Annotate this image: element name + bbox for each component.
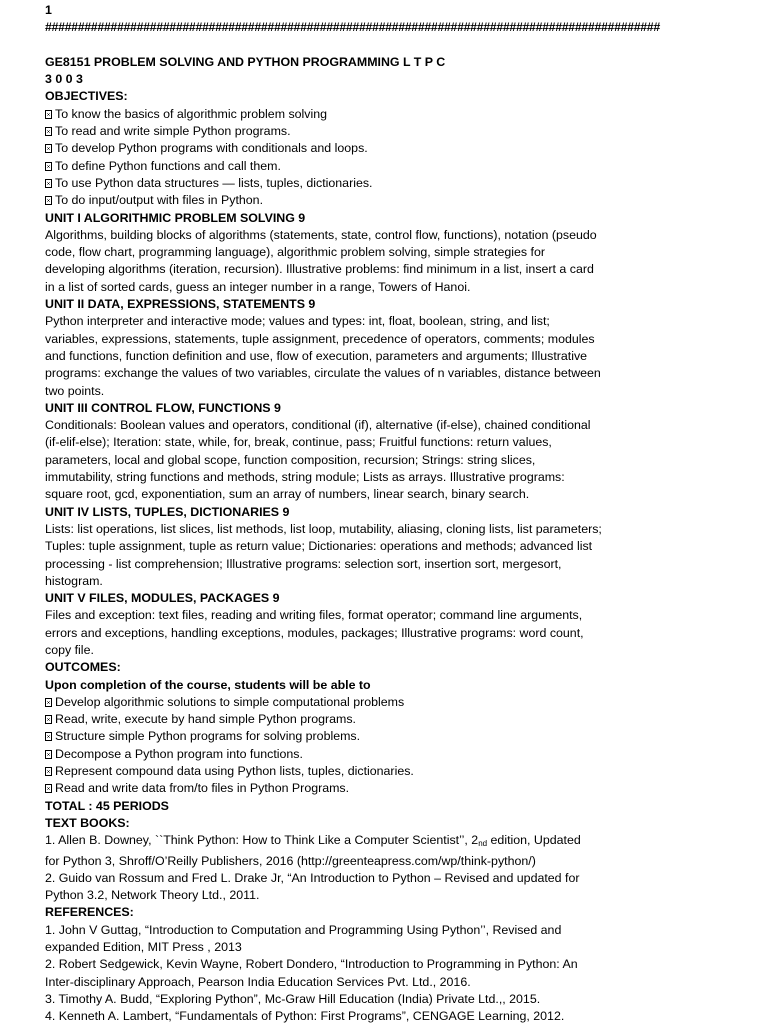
reference-line: 1. John V Guttag, “Introduction to Computation and Programming Using Python’’, Revised and	[45, 922, 562, 937]
reference-line: expanded Edition, MIT Press , 2013	[45, 940, 242, 955]
blank-line	[45, 37, 685, 54]
unit-text-line: programs: exchange the values of two variables, circulate the values of n variables, distance between	[45, 366, 601, 381]
objectives-heading: OBJECTIVES:	[45, 89, 128, 104]
unit-text-line: (if-elif-else); Iteration: state, while, for, break, continue, pass; Fruitful functions: return values,	[45, 435, 552, 450]
objective-item: To define Python functions and call them.	[45, 158, 685, 175]
reference-line: 4. Kenneth A. Lambert, “Fundamentals of Python: First Programs”, CENGAGE Learning, 2012.	[45, 1009, 565, 1024]
unit-text-line: Conditionals: Boolean values and operators, conditional (if), alternative (if-else), chained conditional	[45, 418, 591, 433]
bullet-icon	[45, 144, 52, 153]
unit-text-line: two points.	[45, 383, 105, 398]
outcomes-heading: OUTCOMES:	[45, 660, 121, 675]
page-number: 1	[45, 3, 52, 17]
bullet-icon	[45, 715, 52, 724]
unit-text-line: immutability, string functions and methods, string module; Lists as arrays. Illustrative programs:	[45, 470, 565, 485]
objective-item: To use Python data structures — lists, tuples, dictionaries.	[45, 175, 685, 192]
text-books-heading: TEXT BOOKS:	[45, 815, 130, 830]
outcome-item: Decompose a Python program into functions.	[45, 746, 685, 763]
bullet-icon	[45, 767, 52, 776]
total-periods: TOTAL : 45 PERIODS	[45, 798, 169, 813]
unit-heading: UNIT III CONTROL FLOW, FUNCTIONS 9	[45, 400, 281, 415]
unit-text-line: code, flow chart, programming language), algorithmic problem solving, simple strategies for	[45, 245, 545, 260]
unit-text-line: developing algorithms (iteration, recursion). Illustrative problems: find minimum in a list, insert a card	[45, 262, 594, 277]
bullet-icon	[45, 732, 52, 741]
unit-heading: UNIT IV LISTS, TUPLES, DICTIONARIES 9	[45, 504, 290, 519]
outcome-item: Represent compound data using Python lists, tuples, dictionaries.	[45, 763, 685, 780]
objective-item: To develop Python programs with conditionals and loops.	[45, 140, 685, 157]
outcome-item: Develop algorithmic solutions to simple computational problems	[45, 694, 685, 711]
text-book-line: Python 3.2, Network Theory Ltd., 2011.	[45, 888, 260, 903]
unit-text-line: Tuples: tuple assignment, tuple as return value; Dictionaries: operations and methods; advanced list	[45, 539, 593, 554]
objective-item: To read and write simple Python programs.	[45, 123, 685, 140]
unit-text-line: Algorithms, building blocks of algorithms (statements, state, control flow, functions), notation (pseudo	[45, 227, 597, 242]
unit-text-line: variables, expressions, statements, tuple assignment, precedence of operators, comments; modules	[45, 331, 595, 346]
reference-line: 2. Robert Sedgewick, Kevin Wayne, Robert Dondero, “Introduction to Programming in Python: An	[45, 957, 578, 972]
unit-text-line: Lists: list operations, list slices, list methods, list loop, mutability, aliasing, cloning lists, list parameters;	[45, 521, 602, 536]
reference-line: Inter-disciplinary Approach, Pearson India Education Services Pvt. Ltd., 2016.	[45, 974, 471, 989]
unit-text-line: Python interpreter and interactive mode; values and types: int, float, boolean, string, and list;	[45, 314, 550, 329]
course-credits: 3 0 0 3	[45, 72, 83, 87]
objective-item: To do input/output with files in Python.	[45, 192, 685, 209]
text-book-line: for Python 3, Shroff/O’Reilly Publishers, 2016 (http://greenteapress.com/wp/think-python/)	[45, 853, 536, 868]
unit-text-line: square root, gcd, exponentiation, sum an array of numbers, linear search, binary search.	[45, 487, 530, 502]
outcomes-intro: Upon completion of the course, students will be able to	[45, 677, 371, 692]
bullet-icon	[45, 127, 52, 136]
bullet-icon	[45, 162, 52, 171]
objectives-list	[45, 106, 685, 210]
course-title: GE8151 PROBLEM SOLVING AND PYTHON PROGRAMMING L T P C	[45, 54, 446, 69]
text-book-line: 1. Allen B. Downey, ``Think Python: How to Think Like a Computer Scientist’’, $2_{nd}$ edition, Updated	[45, 833, 581, 849]
unit-text-line: and functions, function definition and use, flow of execution, parameters and arguments; Illustrative	[45, 348, 588, 363]
outcome-item: Read, write, execute by hand simple Python programs.	[45, 711, 685, 728]
unit-text-line: in a list of sorted cards, guess an integer number in a range, Towers of Hanoi.	[45, 279, 471, 294]
reference-line: 3. Timothy A. Budd, “Exploring Python”, Mc-Graw Hill Education (India) Private Ltd.,, 2015.	[45, 991, 541, 1006]
references-heading: REFERENCES:	[45, 905, 134, 920]
bullet-icon	[45, 196, 52, 205]
bullet-icon	[45, 110, 52, 119]
unit-text-line: parameters, local and global scope, function composition, recursion; Strings: string slices,	[45, 452, 536, 467]
unit-text-line: Files and exception: text files, reading and writing files, format operator; command line arguments,	[45, 608, 583, 623]
unit-text-line: processing - list comprehension; Illustrative programs: selection sort, insertion sort, mergesort,	[45, 556, 562, 571]
outcomes-list	[45, 694, 685, 798]
unit-heading: UNIT II DATA, EXPRESSIONS, STATEMENTS 9	[45, 297, 316, 312]
objective-item: To know the basics of algorithmic problem solving	[45, 106, 685, 123]
document-page	[45, 2, 685, 1026]
bullet-icon	[45, 750, 52, 759]
bullet-icon	[45, 698, 52, 707]
hash-separator: ##############################################################################################	[45, 20, 660, 35]
unit-text-line: histogram.	[45, 573, 103, 588]
text-book-line: 2. Guido van Rossum and Fred L. Drake Jr, “An Introduction to Python – Revised and updated for	[45, 870, 580, 885]
outcome-item: Read and write data from/to files in Python Programs.	[45, 780, 685, 797]
unit-text-line: copy file.	[45, 642, 94, 657]
unit-text-line: errors and exceptions, handling exceptions, modules, packages; Illustrative programs: word count,	[45, 625, 584, 640]
unit-heading: UNIT I ALGORITHMIC PROBLEM SOLVING 9	[45, 210, 306, 225]
bullet-icon	[45, 179, 52, 188]
outcome-item: Structure simple Python programs for solving problems.	[45, 728, 685, 745]
bullet-icon	[45, 784, 52, 793]
unit-heading: UNIT V FILES, MODULES, PACKAGES 9	[45, 591, 280, 606]
